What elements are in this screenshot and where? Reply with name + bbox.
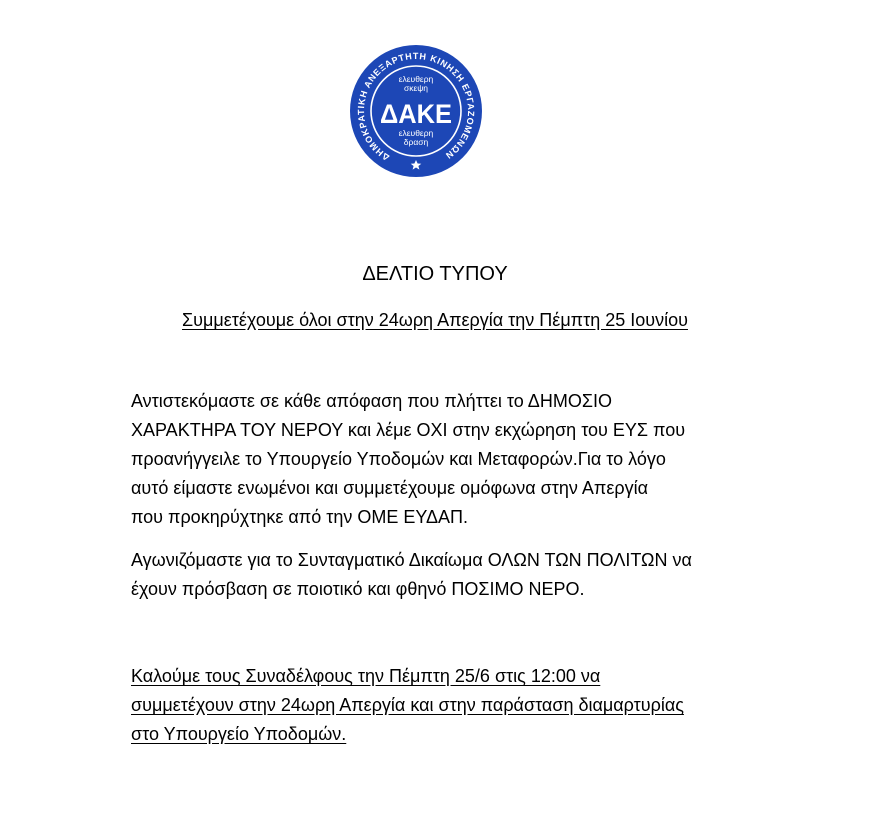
logo-motto-top-1: ελευθερη <box>398 74 434 84</box>
dake-logo <box>349 44 483 178</box>
paragraph-line: ΧΑΡΑΚΤΗΡΑ ΤΟΥ ΝΕΡΟΥ και λέμε ΟΧΙ στην εκχώρηση του ΕΥΣ που <box>131 420 686 440</box>
paragraph-line: που προκηρύχτηκε από την ΟΜΕ ΕΥΔΑΠ. <box>131 507 469 527</box>
paragraph-line: έχουν πρόσβαση σε ποιοτικό και φθηνό ΠΟΣΙΜΟ ΝΕΡΟ. <box>131 579 585 599</box>
paragraph-line: προανήγγειλε το Υπουργείο Υποδομών και Μεταφορών.Για το λόγο <box>131 449 666 469</box>
paragraph-line: αυτό είμαστε ενωμένοι και συμμετέχουμε ομόφωνα στην Απεργία <box>131 478 649 498</box>
logo-acronym: ΔΑΚΕ <box>380 99 452 129</box>
logo-ring-text-path: ΔΗΜΟΚΡΑΤΙΚΗ ΑΝΕΞΑΡΤΗΤΗ ΚΙΝΗΣΗ ΕΡΓΑΖΟΜΕΝΩΝ <box>355 50 477 163</box>
paragraph-2 <box>131 546 771 604</box>
call-to-action-line: συμμετέχουν στην 24ωρη Απεργία και στην παράσταση διαμαρτυρίας <box>131 695 684 715</box>
press-release-subtitle: Συμμετέχουμε όλοι στην 24ωρη Απεργία την Πέμπτη 25 Ιουνίου <box>182 310 688 330</box>
paragraph-line: Αντιστεκόμαστε σε κάθε απόφαση που πλήττει το ΔΗΜΟΣΙΟ <box>131 391 612 411</box>
logo-motto-bottom-2: δραση <box>403 137 429 147</box>
call-to-action <box>131 662 771 749</box>
logo-motto-bottom-1: ελευθερη <box>398 128 434 138</box>
dake-logo-emblem <box>349 44 483 178</box>
paragraph-line: Αγωνιζόμαστε για το Συνταγματικό Δικαίωμα ΟΛΩΝ ΤΩΝ ΠΟΛΙΤΩΝ να <box>131 550 692 570</box>
call-to-action-line: Καλούμε τους Συναδέλφους την Πέμπτη 25/6 στις 12:00 να <box>131 666 601 686</box>
paragraph-1 <box>131 387 771 532</box>
logo-motto-top-2: σκεψη <box>403 83 429 93</box>
press-release-title: ΔΕΛΤΙΟ ΤΥΠΟΥ <box>362 263 508 285</box>
call-to-action-line: στο Υπουργείο Υποδομών. <box>131 724 347 744</box>
